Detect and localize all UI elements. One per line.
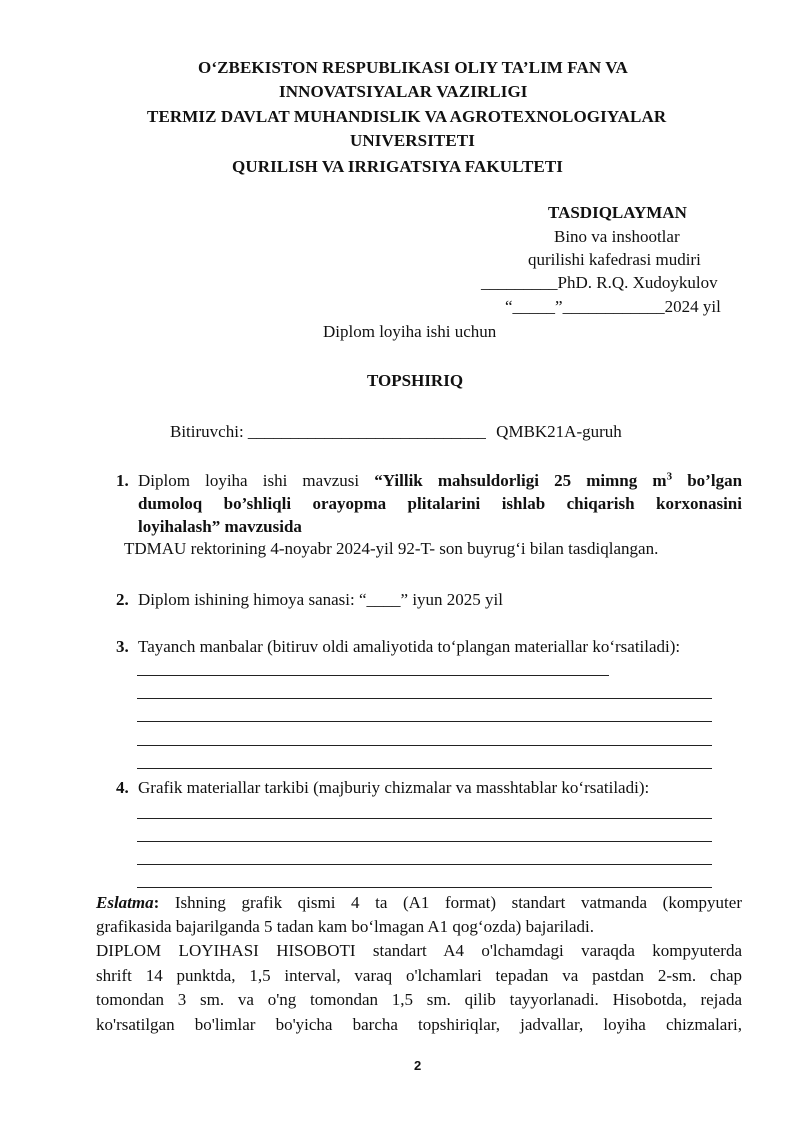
item-1-topic-sup: 3	[666, 470, 673, 483]
note-p2-line-1: DIPLOM LOYIHASI HISOBOTI standart A4 o'lchamdagi varaqda kompyuterda	[96, 941, 742, 960]
item-4-blank-line	[137, 818, 712, 819]
approval-dept-line-2: qurilishi kafedrasi mudiri	[528, 250, 701, 269]
note-p1-line-2: grafikasida bajarilganda 5 tadan kam bo‘lmagan A1 qog‘ozda) bajariladi.	[96, 917, 595, 936]
item-2-text: Diplom ishining himoya sanasi: “____” iyun 2025 yil	[138, 590, 504, 609]
note-p2-line-3: tomondan 3 sm. va o'ng tomondan 1,5 sm. qilib tayyorlanadi. Hisobotda, rejada	[96, 990, 742, 1009]
student-row	[170, 422, 622, 442]
page-number: 2	[414, 1058, 422, 1073]
item-1-line-3: loyihalash” mavzusida	[138, 517, 302, 536]
note-p2-line-4: ko'rsatilgan bo'limlar bo'yicha barcha topshiriqlar, jadvallar, loyiha chizmalari,	[96, 1015, 742, 1034]
item-1-line-1	[138, 471, 742, 491]
item-4-number: 4.	[116, 778, 129, 797]
item-1-line-2: dumoloq bo’shliqli orayopma plitalarini ishlab chiqarish korxonasini	[138, 494, 742, 513]
approval-date: “_____”____________2024 yil	[505, 297, 721, 316]
item-1-topic-a: “Yillik mahsuldorligi 25 mimng m	[374, 471, 667, 490]
note-p1-line-1: Ishning grafik qismi 4 ta (A1 format) standart vatmanda (kompyuter	[159, 893, 742, 912]
student-group: QMBK21A-guruh	[496, 422, 622, 441]
note-label: Eslatma	[96, 893, 154, 912]
item-4-blank-line	[137, 887, 712, 888]
student-label: Bitiruvchi:	[170, 422, 244, 441]
item-3-blank-line	[137, 675, 609, 676]
item-3-blank-line	[137, 721, 712, 722]
item-1-order-note: TDMAU rektorining 4-noyabr 2024-yil 92-T- son buyrug‘i bilan tasdiqlangan.	[124, 539, 659, 558]
item-1-number: 1.	[116, 471, 129, 490]
note-colon: :	[153, 893, 160, 912]
approval-title: TASDIQLAYMAN	[548, 203, 687, 222]
university-line-2: UNIVERSITETI	[350, 131, 475, 150]
university-line-1: TERMIZ DAVLAT MUHANDISLIK VA AGROTEXNOLOGIYALAR	[147, 107, 667, 126]
item-3-blank-line	[137, 698, 712, 699]
item-3-blank-line	[137, 768, 712, 769]
student-name-blank: ____________________________	[247, 422, 486, 441]
item-1-topic-b: bo’lgan	[672, 471, 743, 490]
approval-signature: _________PhD. R.Q. Xudoykulov	[481, 273, 718, 292]
note-p2-line-2: shrift 14 punktda, 1,5 interval, varaq o'lchamlari tepadan va pastdan 2-sm. chap	[96, 966, 742, 985]
approval-dept-line-1: Bino va inshootlar	[554, 227, 680, 246]
item-1-lead: Diplom loyiha ishi mavzusi	[138, 471, 375, 490]
item-4-blank-line	[137, 864, 712, 865]
item-4-blank-line	[137, 841, 712, 842]
note-line-1	[96, 893, 742, 913]
document-subtitle: Diplom loyiha ishi uchun	[323, 322, 497, 341]
document-title: TOPSHIRIQ	[367, 371, 464, 390]
item-3-text: Tayanch manbalar (bitiruv oldi amaliyotida to‘plangan materiallar ko‘rsatiladi):	[138, 637, 681, 656]
item-3-number: 3.	[116, 637, 129, 656]
ministry-line-2: INNOVATSIYALAR VAZIRLIGI	[279, 82, 528, 101]
ministry-line-1: O‘ZBEKISTON RESPUBLIKASI OLIY TA’LIM FAN VA	[198, 58, 628, 77]
faculty-name: QURILISH VA IRRIGATSIYA FAKULTETI	[232, 157, 563, 176]
item-4-text: Grafik materiallar tarkibi (majburiy chizmalar va masshtablar ko‘rsatiladi):	[138, 778, 650, 797]
item-2-number: 2.	[116, 590, 129, 609]
item-3-blank-line	[137, 745, 712, 746]
